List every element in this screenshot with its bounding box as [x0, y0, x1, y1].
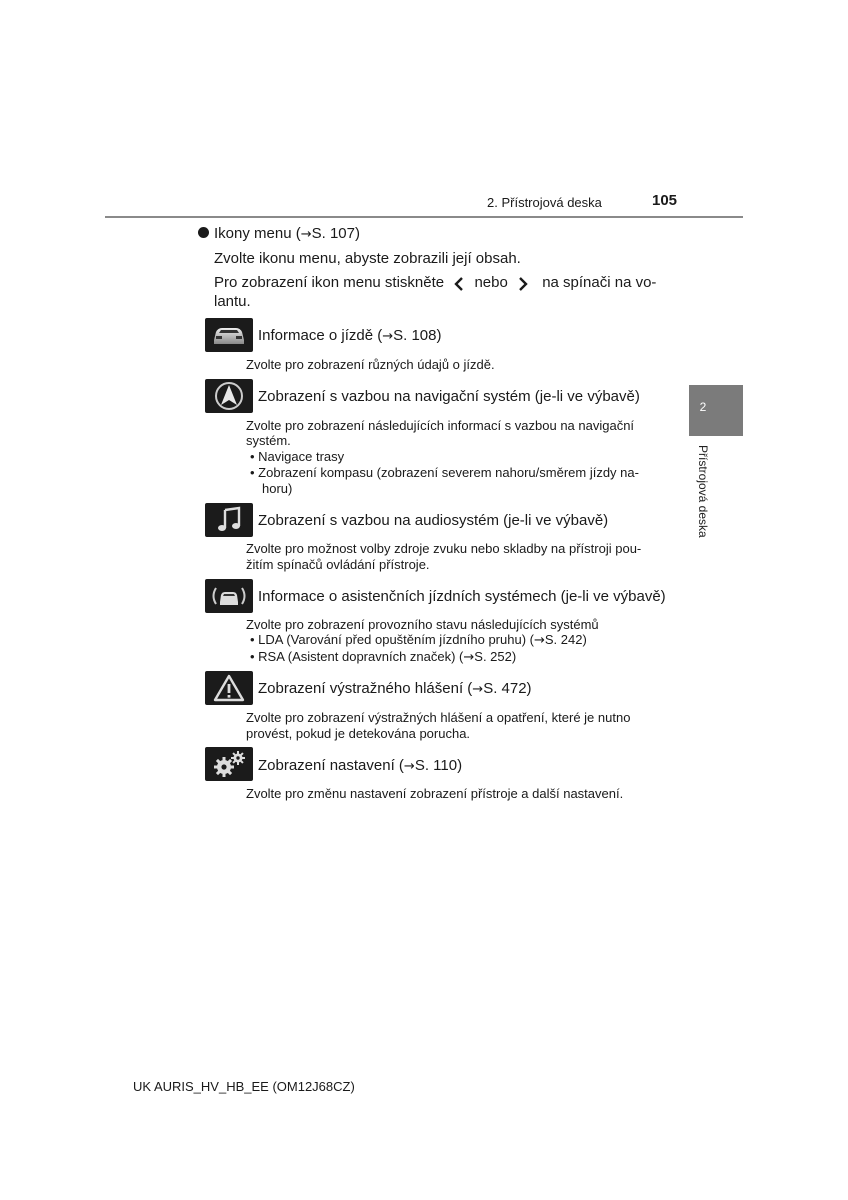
- title-ref: S. 472): [483, 680, 532, 697]
- item-audio-desc1: Zvolte pro možnost volby zdroje zvuku nebo skladby na přístroji pou-: [246, 541, 642, 556]
- car-icon: [205, 318, 253, 352]
- item-assist-desc1: Zvolte pro zobrazení provozního stavu následujících systémů: [246, 617, 599, 632]
- page-number: 105: [652, 192, 678, 209]
- header-divider: [105, 216, 743, 218]
- footer-document-code: UK AURIS_HV_HB_EE (OM12J68CZ): [133, 1079, 355, 1094]
- title-text: Zobrazení nastavení (: [258, 757, 404, 774]
- item-warning-desc2: provést, pokud je detekována porucha.: [246, 726, 471, 741]
- menu-icons-line2-cont: lantu.: [214, 293, 251, 310]
- warning-triangle-icon: [205, 671, 253, 705]
- arrow-right-icon: →: [300, 227, 312, 242]
- arrow-right-icon: →: [382, 329, 394, 344]
- list-item: • RSA (Asistent dopravních značek) (→S. 252): [250, 649, 517, 665]
- item-audio-desc2: žitím spínačů ovládání přístroje.: [246, 557, 430, 572]
- list-item-ref: S. 252): [474, 649, 517, 664]
- menu-icons-line1: Zvolte ikonu menu, abyste zobrazili její obsah.: [214, 250, 521, 267]
- heading-text: Ikony menu (: [214, 225, 301, 242]
- item-navigation-title: Zobrazení s vazbou na navigační systém (je-li ve výbavě): [258, 388, 640, 405]
- item-warning-desc1: Zvolte pro zobrazení výstražných hlášení a opatření, které je nutno: [246, 710, 631, 725]
- line2-after: na spínači na vo-: [542, 274, 657, 291]
- list-item: • Zobrazení kompasu (zobrazení severem nahoru/směrem jízdy na-: [250, 465, 639, 480]
- arrow-right-icon: →: [533, 633, 545, 648]
- chevron-left-icon: [448, 274, 470, 293]
- list-item-ref: S. 242): [544, 632, 587, 647]
- bullet-dot-icon: [198, 227, 209, 238]
- list-item: • LDA (Varování před opuštěním jízdního pruhu) (→S. 242): [250, 632, 587, 648]
- navigation-icon: [205, 379, 253, 413]
- chapter-tab: [689, 385, 743, 436]
- item-navigation-desc1: Zvolte pro zobrazení následujících informací s vazbou na navigační: [246, 418, 635, 433]
- chevron-right-icon: [512, 274, 534, 293]
- title-ref: S. 110): [414, 757, 463, 774]
- arrow-right-icon: →: [403, 759, 415, 774]
- list-item: • Navigace trasy: [250, 449, 345, 464]
- music-note-icon: [205, 503, 253, 537]
- list-item-cont: horu): [262, 481, 293, 496]
- title-text: Informace o jízdě (: [258, 327, 383, 344]
- line2-middle: nebo: [474, 274, 508, 291]
- item-settings-title: [258, 756, 462, 776]
- item-audio-title: Zobrazení s vazbou na audiosystém (je-li ve výbavě): [258, 512, 609, 529]
- title-ref: S. 108): [393, 327, 442, 344]
- driving-assist-icon: [205, 579, 253, 613]
- chapter-tab-label: Přístrojová deska: [696, 445, 710, 538]
- heading-ref: S. 107): [311, 225, 360, 242]
- arrow-right-icon: →: [463, 650, 475, 665]
- list-item-text: RSA (Asistent dopravních značek) (: [258, 649, 464, 664]
- item-warning-title: [258, 679, 532, 699]
- list-item-text: Zobrazení kompasu (zobrazení severem nahoru/směrem jízdy na-: [258, 465, 639, 480]
- header-section-title: 2. Přístrojová deska: [487, 195, 602, 210]
- menu-icons-line2: [214, 273, 656, 293]
- menu-icons-heading: [214, 224, 360, 244]
- line2-before: Pro zobrazení ikon menu stiskněte: [214, 274, 445, 291]
- item-trip-info-title: [258, 326, 442, 346]
- gears-icon: [205, 747, 253, 781]
- title-text: Zobrazení výstražného hlášení (: [258, 680, 473, 697]
- list-item-text: Navigace trasy: [258, 449, 345, 464]
- list-item-text: LDA (Varování před opuštěním jízdního pruhu) (: [258, 632, 534, 647]
- item-settings-desc: Zvolte pro změnu nastavení zobrazení přístroje a další nastavení.: [246, 786, 624, 801]
- chapter-tab-number: 2: [699, 400, 707, 414]
- arrow-right-icon: →: [472, 682, 484, 697]
- item-navigation-desc2: systém.: [246, 433, 291, 448]
- item-assist-title: Informace o asistenčních jízdních systémech (je-li ve výbavě): [258, 588, 666, 605]
- item-trip-info-desc: Zvolte pro zobrazení různých údajů o jízdě.: [246, 357, 495, 372]
